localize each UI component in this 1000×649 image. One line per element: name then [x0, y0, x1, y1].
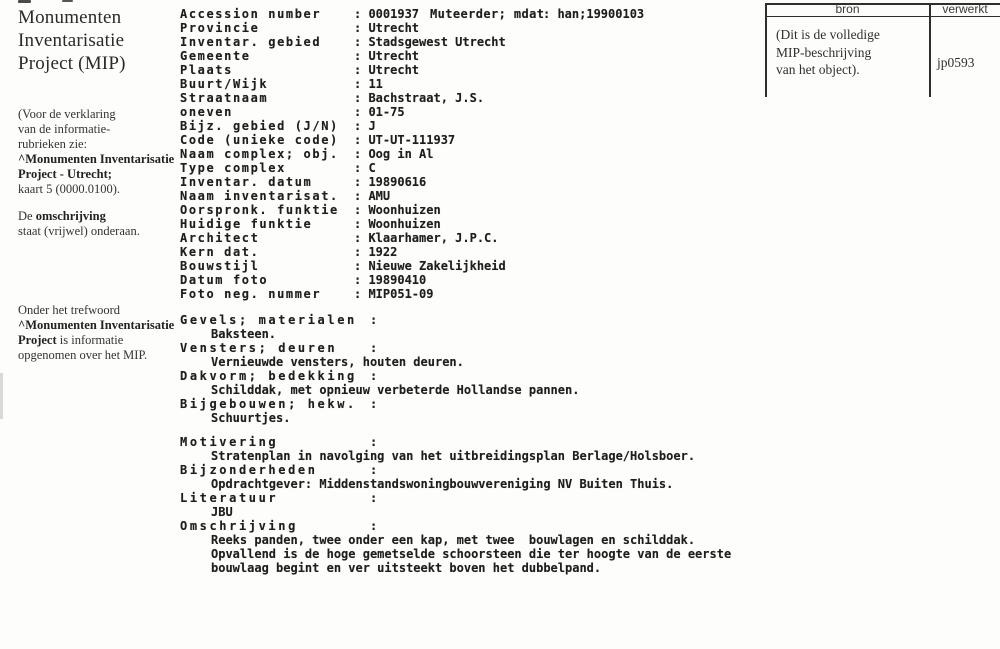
note-text: Project - Utrecht;: [18, 167, 112, 181]
note-line: [18, 182, 178, 197]
note-explanation: [18, 107, 178, 197]
section-label: Bijgebouwen; hekw.: [180, 397, 357, 411]
note-text: Project: [18, 333, 57, 347]
mutation-value: han;19900103: [557, 7, 645, 21]
section-label: Literatuur: [180, 491, 279, 505]
field-row: [180, 35, 506, 49]
section-label-row: [180, 341, 579, 355]
field-label: Provincie: [180, 21, 260, 35]
section-text-line: Opdrachtgever: Middenstandswoningbouwvereniging NV Buiten Thuis.: [211, 477, 674, 491]
section-colon: :: [370, 463, 378, 477]
section-label: Omschrijving: [180, 519, 298, 533]
note-text: staat (vrijwel) onderaan.: [18, 224, 140, 238]
note-line: [18, 303, 178, 318]
section-label: Bijzonderheden: [180, 463, 318, 477]
stamp-note-line: van het object).: [776, 62, 860, 77]
section-text-line: Baksteen.: [211, 327, 277, 341]
section-colon: :: [370, 313, 378, 327]
stamp-table-column-divider: [929, 3, 931, 97]
field-row: [180, 105, 506, 119]
note-text: Onder het trefwoord: [18, 303, 121, 317]
field-label: Bouwstijl: [180, 259, 260, 273]
field-value: : Stadsgewest Utrecht: [354, 35, 506, 49]
section-colon: :: [370, 397, 378, 411]
field-row: [180, 175, 506, 189]
title-line: Monumenten: [18, 7, 122, 28]
section-text-line: Opvallend is de hoge gemetselde schoorsteen die ter hoogte van de eerste: [211, 547, 732, 561]
note-text: is informatie: [56, 333, 124, 347]
note-line: [18, 152, 178, 167]
field-label: Huidige funktie: [180, 217, 313, 231]
field-label: Inventar. datum: [180, 175, 313, 189]
section-colon: :: [370, 341, 378, 355]
note-text: van de informatie-: [18, 122, 111, 136]
note-line: [18, 137, 178, 152]
field-row: [180, 259, 506, 273]
field-row: [180, 91, 506, 105]
note-text: omschrijving: [35, 209, 106, 223]
field-row: [180, 203, 506, 217]
field-label: Architect: [180, 231, 260, 245]
field-row: [180, 189, 506, 203]
note-text: opgenomen over het MIP.: [18, 348, 148, 362]
field-label: Inventar. gebied: [180, 35, 322, 49]
section-label: Vensters; deuren: [180, 341, 338, 355]
section-text-line: Schuurtjes.: [211, 411, 291, 425]
field-value: : 19890616: [354, 175, 427, 189]
note-omschrijving: [18, 209, 178, 239]
stamp-note-line: MIP-beschrijving: [776, 44, 872, 60]
title-line: Project (MIP): [18, 53, 126, 74]
scan-artifact-mark: [62, 0, 73, 2]
field-label: Bijz. gebied (J/N): [180, 119, 339, 133]
title-line: Inventarisatie: [18, 30, 125, 51]
record-sections-description: [180, 435, 731, 575]
field-label: Gemeente: [180, 49, 251, 63]
field-label: Kern dat.: [180, 245, 260, 259]
note-text: (Voor de verklaring: [18, 107, 116, 121]
section-label-row: [180, 369, 579, 383]
field-value: : 1922: [354, 245, 398, 259]
section-label-row: [180, 463, 731, 477]
section-colon: :: [370, 435, 378, 449]
note-line: [18, 122, 178, 137]
field-value: : C: [354, 161, 376, 175]
scan-artifact-edge-smudge: [0, 373, 3, 419]
field-value: : MIP051-09: [354, 287, 434, 301]
section-text-line: Schilddak, met opnieuw verbeterde Hollandse pannen.: [211, 383, 580, 397]
stamp-table-header-verwerkt: verwerkt: [942, 2, 988, 16]
field-label: Type complex: [180, 161, 286, 175]
record-sections-physical: [180, 313, 579, 425]
stamp-table-header-bron: bron: [835, 2, 860, 16]
field-label: Plaats: [180, 63, 233, 77]
section-text-line: Stratenplan in navolging van het uitbreidingsplan Berlage/Holsboer.: [211, 449, 696, 463]
field-value: : AMU: [354, 189, 391, 203]
field-row: [180, 77, 506, 91]
note-line: [18, 333, 178, 348]
note-line: [18, 348, 178, 363]
note-text: ^Monumenten Inventarisatie: [18, 152, 175, 166]
section-colon: :: [370, 519, 378, 533]
field-value: : Woonhuizen: [354, 203, 441, 217]
field-row: [180, 161, 506, 175]
note-trefwoord: [18, 303, 178, 363]
field-row: [180, 133, 506, 147]
field-row: [180, 287, 506, 301]
field-value: : Oog in Al: [354, 147, 434, 161]
section-text-line: Reeks panden, twee onder een kap, met twee bouwlagen en schilddak.: [211, 533, 696, 547]
note-text: rubrieken zie:: [18, 137, 88, 151]
stamp-code: jp0593: [937, 55, 975, 70]
field-value: : Klaarhamer, J.P.C.: [354, 231, 499, 245]
field-value: : 11: [354, 77, 383, 91]
section-text-line: Vernieuwde vensters, houten deuren.: [211, 355, 464, 369]
field-value: : 19890410: [354, 273, 427, 287]
note-line: [18, 224, 178, 239]
mutation-info-row: [430, 7, 644, 21]
field-row: [180, 231, 506, 245]
field-row: [180, 245, 506, 259]
field-row: [180, 21, 506, 35]
mutation-separator: :: [543, 7, 558, 21]
field-value: : UT-UT-111937: [354, 133, 456, 147]
section-label-row: [180, 313, 579, 327]
field-value: : 0001937: [354, 7, 420, 21]
field-row: [180, 147, 506, 161]
field-value: : Utrecht: [354, 63, 420, 77]
stamp-table-left-border: [765, 3, 767, 97]
field-value: : Nieuwe Zakelijkheid: [354, 259, 506, 273]
note-text: kaart 5 (0000.0100).: [18, 182, 121, 196]
field-row: [180, 119, 506, 133]
document-title: [18, 6, 126, 75]
field-label: Naam inventarisat.: [180, 189, 339, 203]
section-label: Dakvorm; bedekking: [180, 369, 357, 383]
field-value: : Utrecht: [354, 21, 420, 35]
section-label: Gevels; materialen: [180, 313, 357, 327]
field-label: Accession number: [180, 7, 322, 21]
field-label: Naam complex; obj.: [180, 147, 339, 161]
section-label-row: [180, 491, 731, 505]
record-field-list: [180, 7, 506, 301]
field-row: [180, 217, 506, 231]
field-value: : Utrecht: [354, 49, 420, 63]
section-label: Motivering: [180, 435, 279, 449]
note-line: [18, 107, 178, 122]
section-text-line: bouwlaag begint en ver uitsteekt boven het dubbelpand.: [211, 561, 602, 575]
field-row: [180, 63, 506, 77]
section-label-row: [180, 435, 731, 449]
section-text-line: JBU: [211, 505, 233, 519]
field-label: Code (unieke code): [180, 133, 339, 147]
field-row: [180, 273, 506, 287]
mutation-label: Muteerder; mdat: [430, 7, 545, 21]
field-label: Buurt/Wijk: [180, 77, 269, 91]
scan-artifact-mark: [18, 0, 31, 3]
field-label: Datum foto: [180, 273, 269, 287]
note-line: [18, 209, 178, 224]
field-label: Straatnaam: [180, 91, 269, 105]
stamp-note-line: (Dit is de volledige: [776, 27, 880, 42]
stamp-table-note: [776, 26, 880, 79]
note-text: ^Monumenten Inventarisatie: [18, 318, 175, 332]
note-text: De: [18, 209, 36, 223]
note-line: [18, 318, 178, 333]
section-label-row: [180, 397, 579, 411]
field-value: : Bachstraat, J.S.: [354, 91, 485, 105]
field-value: : 01-75: [354, 105, 405, 119]
section-label-row: [180, 519, 731, 533]
section-colon: :: [370, 369, 378, 383]
field-value: : J: [354, 119, 376, 133]
section-colon: :: [370, 491, 378, 505]
field-label: oneven: [180, 105, 233, 119]
note-line: [18, 167, 178, 182]
field-value: : Woonhuizen: [354, 217, 441, 231]
field-row: [180, 49, 506, 63]
field-label: Oorspronk. funktie: [180, 203, 339, 217]
field-label: Foto neg. nummer: [180, 287, 322, 301]
